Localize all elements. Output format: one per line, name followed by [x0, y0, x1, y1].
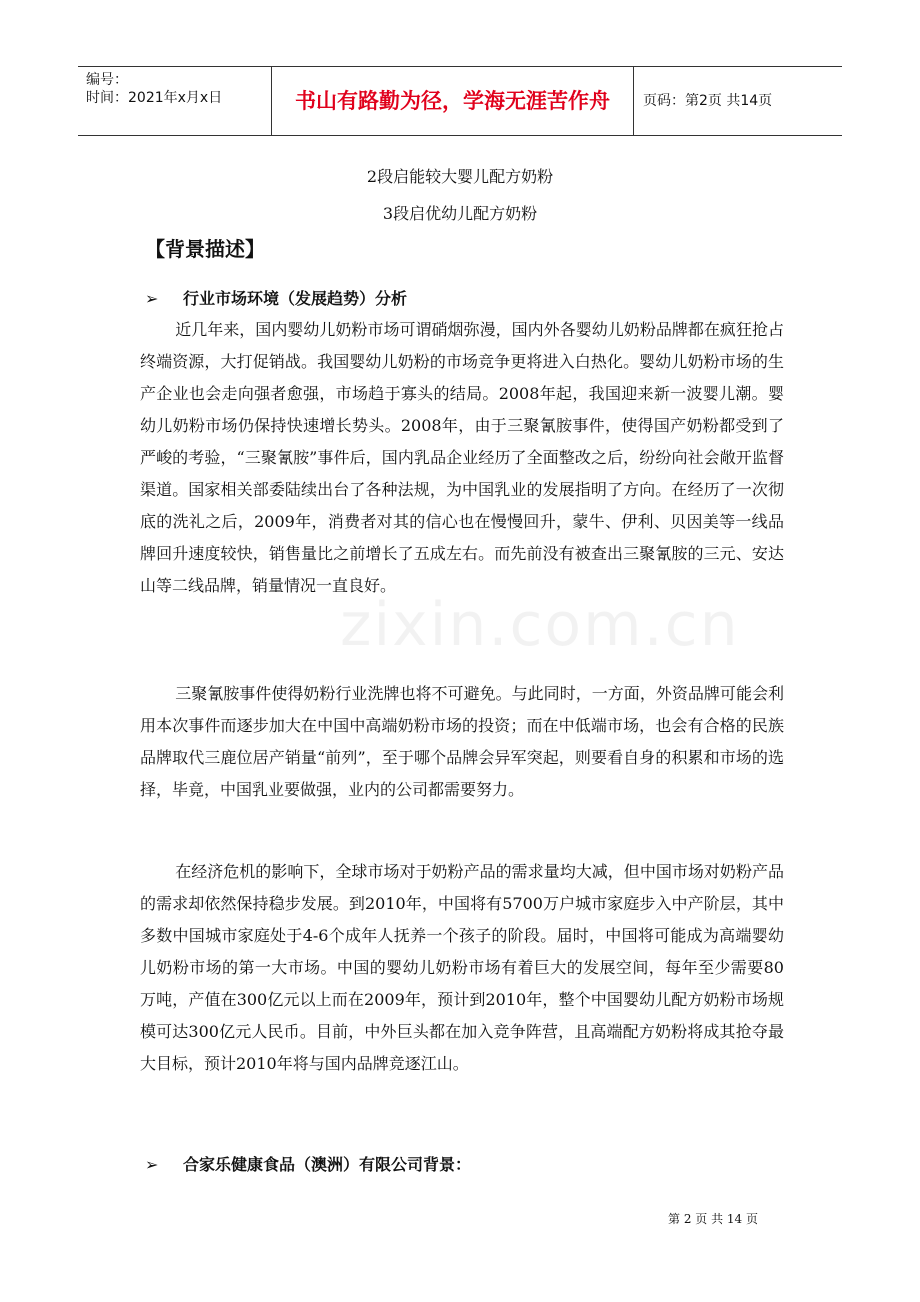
arrow-bullet-icon: ➢ [145, 1155, 159, 1174]
product-line-stage2: 2段启能较大婴儿配方奶粉 [366, 167, 554, 186]
paragraph-1: 近几年来，国内婴幼儿奶粉市场可谓硝烟弥漫，国内外各婴幼儿奶粉品牌都在疯狂抢占终端资源，大打促销战。我国婴幼儿奶粉的市场竞争更将进入白热化。婴幼儿奶粉市场的生产企业也会走向强者愈强，市场趋于寡头的结局。2008年起，我国迎来新一波婴儿潮。婴幼儿奶粉市场仍保持快速增长势头。2008年，由于三聚氰胺事件，使得国产奶粉都受到了严峻的考验，“三聚氰胺”事件后，国内乳品企业经历了全面整改之后，纷纷向社会敞开监督渠道。国家相关部委陆续出台了各种法规，为中国乳业的发展指明了方向。在经历了一次彻底的洗礼之后，2009年，消费者对其的信心也在慢慢回升，蒙牛、伊利、贝因美等一线品牌回升速度较快，销售量比之前增长了五成左右。而先前没有被查出三聚氰胺的三元、安达山等二线品牌，销量情况一直良好。 [140, 320, 784, 595]
bullet-label: 合家乐健康食品（澳洲）有限公司背景： [183, 1155, 472, 1174]
section-title: 【背景描述】 [145, 237, 265, 261]
date-label: 时间：2021年x月x日 [86, 90, 223, 106]
paragraph-2: 三聚氰胺事件使得奶粉行业洗牌也将不可避免。与此同时，一方面，外资品牌可能会利用本次事件而逐步加大在中国中高端奶粉市场的投资；而在中低端市场，也会有合格的民族品牌取代三鹿位居产销量“前列”，至于哪个品牌会异军突起，则要看自身的积累和市场的选择，毕竟，中国乳业要做强，业内的公司都需要努力。 [140, 684, 784, 799]
paragraph-3: 在经济危机的影响下，全球市场对于奶粉产品的需求量均大减，但中国市场对奶粉产品的需求却依然保持稳步发展。到2010年，中国将有5700万户城市家庭步入中产阶层，其中多数中国城市家庭处于4-6个成年人抚养一个孩子的阶段。届时，中国将可能成为高端婴幼儿奶粉市场的第一大市场。中国的婴幼儿奶粉市场有着巨大的发展空间，每年至少需要80万吨，产值在300亿元以上而在2009年，预计到2010年，整个中国婴幼儿配方奶粉市场规模可达300亿元人民币。目前，中外巨头都在加入竞争阵营，且高端配方奶粉将成其抢夺最大目标，预计2010年将与国内品牌竞逐江山。 [140, 862, 784, 1073]
product-line-stage3: 3段启优幼儿配方奶粉 [382, 204, 538, 223]
bullet-market-analysis [145, 286, 407, 309]
page-footer: 第 2 页 共 14 页 [668, 1212, 758, 1226]
number-label: 编号： [86, 72, 128, 88]
header-meta [78, 67, 272, 135]
arrow-bullet-icon: ➢ [145, 289, 159, 308]
bullet-label: 行业市场环境（发展趋势）分析 [183, 289, 408, 308]
watermark: zixin.com.cn [340, 590, 740, 660]
bullet-company-background [145, 1152, 471, 1175]
page-header [78, 66, 842, 136]
header-page-label: 页码：第2页 共14页 [643, 93, 773, 109]
header-motto: 书山有路勤为径，学海无涯苦作舟 [272, 67, 634, 135]
